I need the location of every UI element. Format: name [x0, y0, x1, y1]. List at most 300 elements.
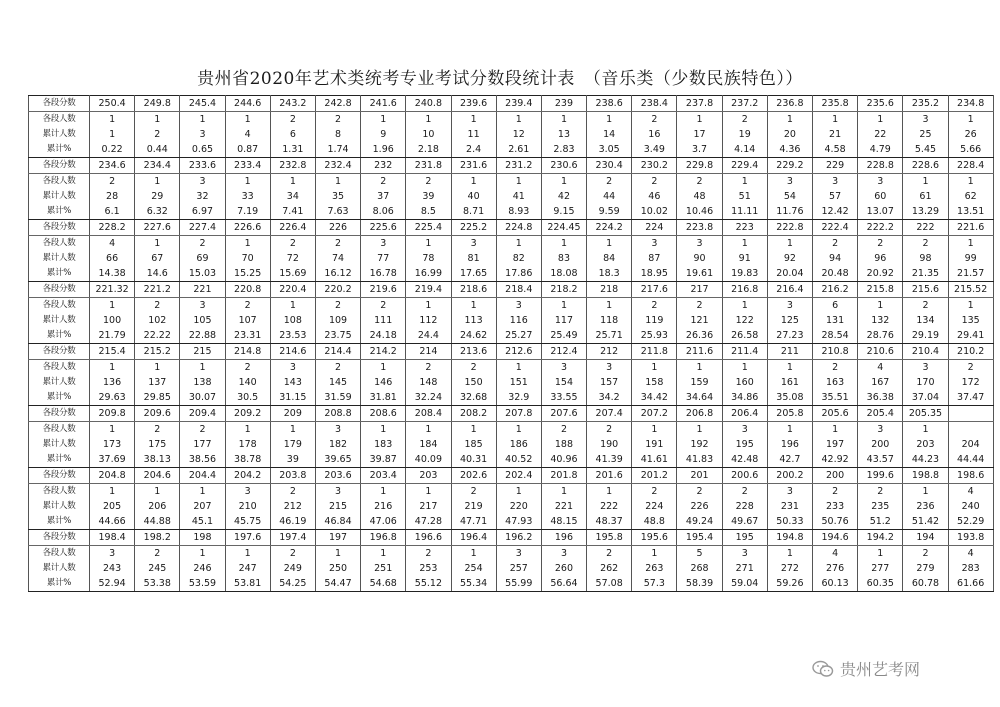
cell-count: 1 — [541, 484, 586, 500]
row-label-score: 各段分数 — [29, 530, 90, 546]
cell-count: 1 — [722, 298, 767, 314]
cell-percent: 44.66 — [90, 514, 135, 530]
cell-count: 1 — [496, 236, 541, 252]
cell-percent: 4.14 — [722, 142, 767, 158]
cell-count: 1 — [587, 298, 632, 314]
cell-score: 218.4 — [496, 282, 541, 298]
cell-percent: 14.6 — [135, 266, 180, 282]
row-label-score: 各段分数 — [29, 344, 90, 360]
cell-count: 1 — [587, 112, 632, 128]
cell-cumulative: 83 — [541, 251, 586, 266]
cell-cumulative: 206 — [135, 499, 180, 514]
cell-cumulative: 16 — [632, 127, 677, 142]
cell-cumulative: 195 — [722, 437, 767, 452]
cell-percent: 53.38 — [135, 576, 180, 592]
cell-cumulative: 254 — [451, 561, 496, 576]
cell-count: 2 — [361, 174, 406, 190]
table-row-score — [29, 406, 994, 422]
cell-score: 193.8 — [948, 530, 993, 546]
cell-cumulative: 220 — [496, 499, 541, 514]
cell-score: 217.6 — [632, 282, 677, 298]
cell-count: 1 — [722, 236, 767, 252]
cell-percent: 45.75 — [225, 514, 270, 530]
cell-cumulative: 159 — [677, 375, 722, 390]
cell-count: 1 — [225, 236, 270, 252]
cell-percent: 15.69 — [270, 266, 315, 282]
cell-cumulative: 4 — [225, 127, 270, 142]
cell-cumulative: 247 — [225, 561, 270, 576]
cell-cumulative: 185 — [451, 437, 496, 452]
table-row-percent — [29, 576, 994, 592]
cell-count: 2 — [813, 484, 858, 500]
cell-count: 1 — [858, 112, 903, 128]
cell-percent: 7.63 — [315, 204, 360, 220]
cell-count: 1 — [587, 484, 632, 500]
cell-cumulative: 8 — [315, 127, 360, 142]
cell-count: 2 — [180, 422, 225, 438]
cell-cumulative: 175 — [135, 437, 180, 452]
cell-percent: 13.51 — [948, 204, 993, 220]
cell-count: 1 — [632, 546, 677, 562]
cell-cumulative: 240 — [948, 499, 993, 514]
cell-cumulative: 272 — [767, 561, 812, 576]
cell-cumulative: 136 — [90, 375, 135, 390]
cell-count: 3 — [767, 174, 812, 190]
cell-percent: 37.69 — [90, 452, 135, 468]
cell-count: 2 — [813, 360, 858, 376]
cell-count: 1 — [361, 484, 406, 500]
cell-percent: 9.15 — [541, 204, 586, 220]
row-label-count: 各段人数 — [29, 298, 90, 314]
cell-percent: 1.74 — [315, 142, 360, 158]
cell-count: 1 — [632, 360, 677, 376]
cell-cumulative: 14 — [587, 127, 632, 142]
cell-score: 214.4 — [315, 344, 360, 360]
cell-cumulative: 228 — [722, 499, 767, 514]
cell-count: 1 — [270, 422, 315, 438]
cell-percent: 28.54 — [813, 328, 858, 344]
row-label-score: 各段分数 — [29, 282, 90, 298]
cell-percent: 47.06 — [361, 514, 406, 530]
cell-percent: 32.9 — [496, 390, 541, 406]
cell-score: 215.6 — [903, 282, 948, 298]
table-row-count — [29, 546, 994, 562]
cell-percent: 15.03 — [180, 266, 225, 282]
cell-percent: 57.3 — [632, 576, 677, 592]
cell-cumulative: 69 — [180, 251, 225, 266]
table-row-percent — [29, 266, 994, 282]
cell-percent: 6.1 — [90, 204, 135, 220]
cell-score: 230.2 — [632, 158, 677, 174]
table-row-score — [29, 220, 994, 236]
cell-count: 3 — [496, 546, 541, 562]
table-row-score — [29, 344, 994, 360]
cell-cumulative: 151 — [496, 375, 541, 390]
cell-score: 231.6 — [451, 158, 496, 174]
cell-cumulative: 41 — [496, 189, 541, 204]
cell-cumulative: 26 — [948, 127, 993, 142]
cell-score: 194 — [903, 530, 948, 546]
cell-score: 200.6 — [722, 468, 767, 484]
cell-score: 208.8 — [315, 406, 360, 422]
cell-count: 2 — [225, 360, 270, 376]
table-row-percent — [29, 142, 994, 158]
cell-cumulative: 257 — [496, 561, 541, 576]
cell-percent: 38.56 — [180, 452, 225, 468]
cell-cumulative: 117 — [541, 313, 586, 328]
cell-percent: 54.47 — [315, 576, 360, 592]
cell-count: 1 — [180, 360, 225, 376]
cell-count: 3 — [180, 174, 225, 190]
cell-percent: 46.19 — [270, 514, 315, 530]
cell-cumulative: 182 — [315, 437, 360, 452]
cell-count: 1 — [406, 422, 451, 438]
cell-percent: 40.96 — [541, 452, 586, 468]
cell-score: 227.4 — [180, 220, 225, 236]
cell-count: 1 — [180, 484, 225, 500]
cell-cumulative: 204 — [948, 437, 993, 452]
cell-score — [948, 406, 993, 422]
cell-score: 209.6 — [135, 406, 180, 422]
cell-cumulative: 9 — [361, 127, 406, 142]
cell-percent: 29.85 — [135, 390, 180, 406]
cell-percent: 59.26 — [767, 576, 812, 592]
cell-count: 1 — [948, 112, 993, 128]
cell-cumulative: 138 — [180, 375, 225, 390]
cell-percent: 55.34 — [451, 576, 496, 592]
cell-percent: 34.64 — [677, 390, 722, 406]
cell-cumulative: 113 — [451, 313, 496, 328]
cell-count: 2 — [315, 112, 360, 128]
cell-cumulative: 246 — [180, 561, 225, 576]
cell-percent: 6.32 — [135, 204, 180, 220]
cell-cumulative: 102 — [135, 313, 180, 328]
cell-cumulative: 22 — [858, 127, 903, 142]
cell-cumulative: 283 — [948, 561, 993, 576]
row-label-cumulative: 累计人数 — [29, 561, 90, 576]
cell-percent: 15.25 — [225, 266, 270, 282]
table-row-percent — [29, 390, 994, 406]
cell-percent: 44.88 — [135, 514, 180, 530]
row-label-count: 各段人数 — [29, 236, 90, 252]
cell-cumulative: 140 — [225, 375, 270, 390]
cell-score: 200.2 — [767, 468, 812, 484]
cell-count: 3 — [451, 236, 496, 252]
table-row-cumulative — [29, 437, 994, 452]
cell-percent: 27.23 — [767, 328, 812, 344]
cell-count: 2 — [451, 484, 496, 500]
cell-score: 205.4 — [858, 406, 903, 422]
cell-count — [948, 422, 993, 438]
cell-count: 1 — [767, 236, 812, 252]
table-row-cumulative — [29, 561, 994, 576]
cell-score: 198.2 — [135, 530, 180, 546]
row-label-count: 各段人数 — [29, 422, 90, 438]
cell-score: 212.6 — [496, 344, 541, 360]
cell-cumulative: 160 — [722, 375, 767, 390]
cell-percent: 23.75 — [315, 328, 360, 344]
cell-score: 231.2 — [496, 158, 541, 174]
cell-score: 228.4 — [948, 158, 993, 174]
cell-percent: 55.12 — [406, 576, 451, 592]
cell-cumulative: 173 — [90, 437, 135, 452]
row-label-percent: 累计% — [29, 452, 90, 468]
cell-cumulative: 67 — [135, 251, 180, 266]
cell-score: 196 — [541, 530, 586, 546]
cell-cumulative: 219 — [451, 499, 496, 514]
cell-score: 241.6 — [361, 96, 406, 112]
cell-cumulative: 40 — [451, 189, 496, 204]
cell-score: 242.8 — [315, 96, 360, 112]
cell-percent: 51.42 — [903, 514, 948, 530]
cell-count: 2 — [632, 112, 677, 128]
cell-count: 1 — [767, 546, 812, 562]
cell-score: 206.4 — [722, 406, 767, 422]
cell-count: 1 — [90, 422, 135, 438]
cell-score: 231.8 — [406, 158, 451, 174]
cell-cumulative: 172 — [948, 375, 993, 390]
cell-score: 230.6 — [541, 158, 586, 174]
cell-count: 4 — [858, 360, 903, 376]
cell-cumulative: 260 — [541, 561, 586, 576]
cell-cumulative: 279 — [903, 561, 948, 576]
table-row-count — [29, 298, 994, 314]
cell-cumulative: 157 — [587, 375, 632, 390]
cell-count: 3 — [361, 236, 406, 252]
cell-count: 1 — [496, 174, 541, 190]
watermark — [812, 657, 920, 680]
cell-cumulative: 60 — [858, 189, 903, 204]
cell-score: 222 — [903, 220, 948, 236]
cell-cumulative: 90 — [677, 251, 722, 266]
cell-cumulative: 3 — [180, 127, 225, 142]
cell-score: 221.32 — [90, 282, 135, 298]
cell-count: 3 — [858, 174, 903, 190]
cell-percent: 7.19 — [225, 204, 270, 220]
cell-score: 216.2 — [813, 282, 858, 298]
cell-score: 211.4 — [722, 344, 767, 360]
cell-percent: 41.39 — [587, 452, 632, 468]
cell-score: 226.4 — [270, 220, 315, 236]
cell-count: 1 — [496, 112, 541, 128]
cell-percent: 9.59 — [587, 204, 632, 220]
cell-cumulative: 216 — [361, 499, 406, 514]
cell-score: 195 — [722, 530, 767, 546]
cell-count: 2 — [632, 298, 677, 314]
cell-score: 194.2 — [858, 530, 903, 546]
cell-percent: 43.57 — [858, 452, 903, 468]
cell-score: 203.4 — [361, 468, 406, 484]
cell-cumulative: 188 — [541, 437, 586, 452]
cell-count: 3 — [677, 236, 722, 252]
cell-count: 2 — [587, 422, 632, 438]
cell-cumulative: 250 — [315, 561, 360, 576]
cell-score: 199.6 — [858, 468, 903, 484]
cell-score: 222.4 — [813, 220, 858, 236]
cell-count: 2 — [813, 236, 858, 252]
cell-cumulative: 81 — [451, 251, 496, 266]
cell-count: 2 — [406, 360, 451, 376]
cell-count: 2 — [632, 484, 677, 500]
cell-cumulative: 150 — [451, 375, 496, 390]
cell-score: 218.6 — [451, 282, 496, 298]
cell-percent: 5.66 — [948, 142, 993, 158]
table-row-count — [29, 112, 994, 128]
cell-cumulative: 205 — [90, 499, 135, 514]
cell-cumulative: 178 — [225, 437, 270, 452]
cell-count: 3 — [541, 546, 586, 562]
cell-percent: 31.15 — [270, 390, 315, 406]
cell-count: 2 — [270, 112, 315, 128]
cell-score: 237.2 — [722, 96, 767, 112]
cell-score: 209 — [270, 406, 315, 422]
cell-percent: 4.79 — [858, 142, 903, 158]
cell-score: 235.6 — [858, 96, 903, 112]
cell-score: 223 — [722, 220, 767, 236]
cell-cumulative: 263 — [632, 561, 677, 576]
cell-percent: 45.1 — [180, 514, 225, 530]
cell-score: 198.8 — [903, 468, 948, 484]
cell-percent: 47.28 — [406, 514, 451, 530]
cell-count: 1 — [903, 174, 948, 190]
cell-count: 1 — [135, 236, 180, 252]
cell-percent: 18.08 — [541, 266, 586, 282]
row-label-percent: 累计% — [29, 514, 90, 530]
cell-count: 2 — [451, 360, 496, 376]
cell-score: 194.6 — [813, 530, 858, 546]
row-label-count: 各段人数 — [29, 546, 90, 562]
cell-count: 1 — [225, 174, 270, 190]
cell-cumulative: 183 — [361, 437, 406, 452]
cell-percent: 11.76 — [767, 204, 812, 220]
cell-cumulative: 177 — [180, 437, 225, 452]
cell-score: 227.6 — [135, 220, 180, 236]
cell-score: 205.8 — [767, 406, 812, 422]
cell-cumulative: 277 — [858, 561, 903, 576]
cell-percent: 35.51 — [813, 390, 858, 406]
cell-count: 1 — [135, 112, 180, 128]
table-row-cumulative — [29, 499, 994, 514]
cell-count: 1 — [541, 298, 586, 314]
cell-percent: 51.2 — [858, 514, 903, 530]
cell-cumulative: 74 — [315, 251, 360, 266]
watermark-text: 贵州艺考网 — [840, 660, 921, 679]
cell-score: 238.4 — [632, 96, 677, 112]
cell-cumulative: 253 — [406, 561, 451, 576]
cell-score: 229.2 — [767, 158, 812, 174]
cell-score: 224 — [632, 220, 677, 236]
cell-percent: 39 — [270, 452, 315, 468]
cell-count: 1 — [677, 360, 722, 376]
cell-cumulative: 98 — [903, 251, 948, 266]
cell-count: 1 — [948, 174, 993, 190]
cell-count: 1 — [406, 298, 451, 314]
cell-score: 240.8 — [406, 96, 451, 112]
cell-percent: 39.65 — [315, 452, 360, 468]
cell-percent: 12.42 — [813, 204, 858, 220]
cell-count: 2 — [722, 112, 767, 128]
cell-cumulative: 184 — [406, 437, 451, 452]
cell-count: 1 — [225, 112, 270, 128]
cell-cumulative: 179 — [270, 437, 315, 452]
cell-percent: 40.31 — [451, 452, 496, 468]
cell-count: 1 — [496, 422, 541, 438]
cell-percent: 52.29 — [948, 514, 993, 530]
cell-score: 239.4 — [496, 96, 541, 112]
cell-cumulative: 19 — [722, 127, 767, 142]
cell-count: 2 — [315, 360, 360, 376]
cell-count: 1 — [135, 484, 180, 500]
table-row-count — [29, 422, 994, 438]
cell-score: 221.2 — [135, 282, 180, 298]
cell-score: 204.8 — [90, 468, 135, 484]
cell-percent: 42.7 — [767, 452, 812, 468]
cell-cumulative: 20 — [767, 127, 812, 142]
cell-score: 226 — [315, 220, 360, 236]
cell-count: 1 — [813, 422, 858, 438]
cell-cumulative: 262 — [587, 561, 632, 576]
cell-score: 208.6 — [361, 406, 406, 422]
cell-cumulative: 108 — [270, 313, 315, 328]
cell-score: 229.8 — [677, 158, 722, 174]
cell-cumulative: 109 — [315, 313, 360, 328]
cell-score: 215 — [180, 344, 225, 360]
cell-count: 1 — [903, 422, 948, 438]
cell-count: 2 — [677, 298, 722, 314]
row-label-cumulative: 累计人数 — [29, 189, 90, 204]
cell-score: 215.52 — [948, 282, 993, 298]
cell-count: 3 — [225, 484, 270, 500]
cell-count: 2 — [587, 546, 632, 562]
cell-score: 228.8 — [858, 158, 903, 174]
cell-cumulative: 105 — [180, 313, 225, 328]
cell-score: 210.8 — [813, 344, 858, 360]
cell-score: 214.8 — [225, 344, 270, 360]
cell-percent: 60.13 — [813, 576, 858, 592]
cell-score: 197.4 — [270, 530, 315, 546]
cell-score: 205.6 — [813, 406, 858, 422]
table-row-percent — [29, 452, 994, 468]
cell-score: 207.2 — [632, 406, 677, 422]
cell-cumulative: 116 — [496, 313, 541, 328]
cell-score: 235.8 — [813, 96, 858, 112]
cell-percent: 33.55 — [541, 390, 586, 406]
cell-score: 216.8 — [722, 282, 767, 298]
cell-cumulative: 119 — [632, 313, 677, 328]
cell-score: 211.6 — [677, 344, 722, 360]
cell-cumulative: 212 — [270, 499, 315, 514]
cell-count: 1 — [722, 360, 767, 376]
cell-percent: 25.71 — [587, 328, 632, 344]
table-row-count — [29, 236, 994, 252]
cell-percent: 34.86 — [722, 390, 767, 406]
cell-count: 6 — [813, 298, 858, 314]
cell-count: 2 — [632, 174, 677, 190]
cell-cumulative: 249 — [270, 561, 315, 576]
cell-count: 1 — [180, 112, 225, 128]
cell-percent: 7.41 — [270, 204, 315, 220]
cell-score: 208.4 — [406, 406, 451, 422]
cell-percent: 41.61 — [632, 452, 677, 468]
cell-score: 218.2 — [541, 282, 586, 298]
cell-count: 1 — [767, 112, 812, 128]
cell-cumulative: 131 — [813, 313, 858, 328]
cell-count: 2 — [903, 546, 948, 562]
cell-score: 226.6 — [225, 220, 270, 236]
cell-count: 2 — [90, 174, 135, 190]
cell-percent: 2.83 — [541, 142, 586, 158]
cell-percent: 36.38 — [858, 390, 903, 406]
